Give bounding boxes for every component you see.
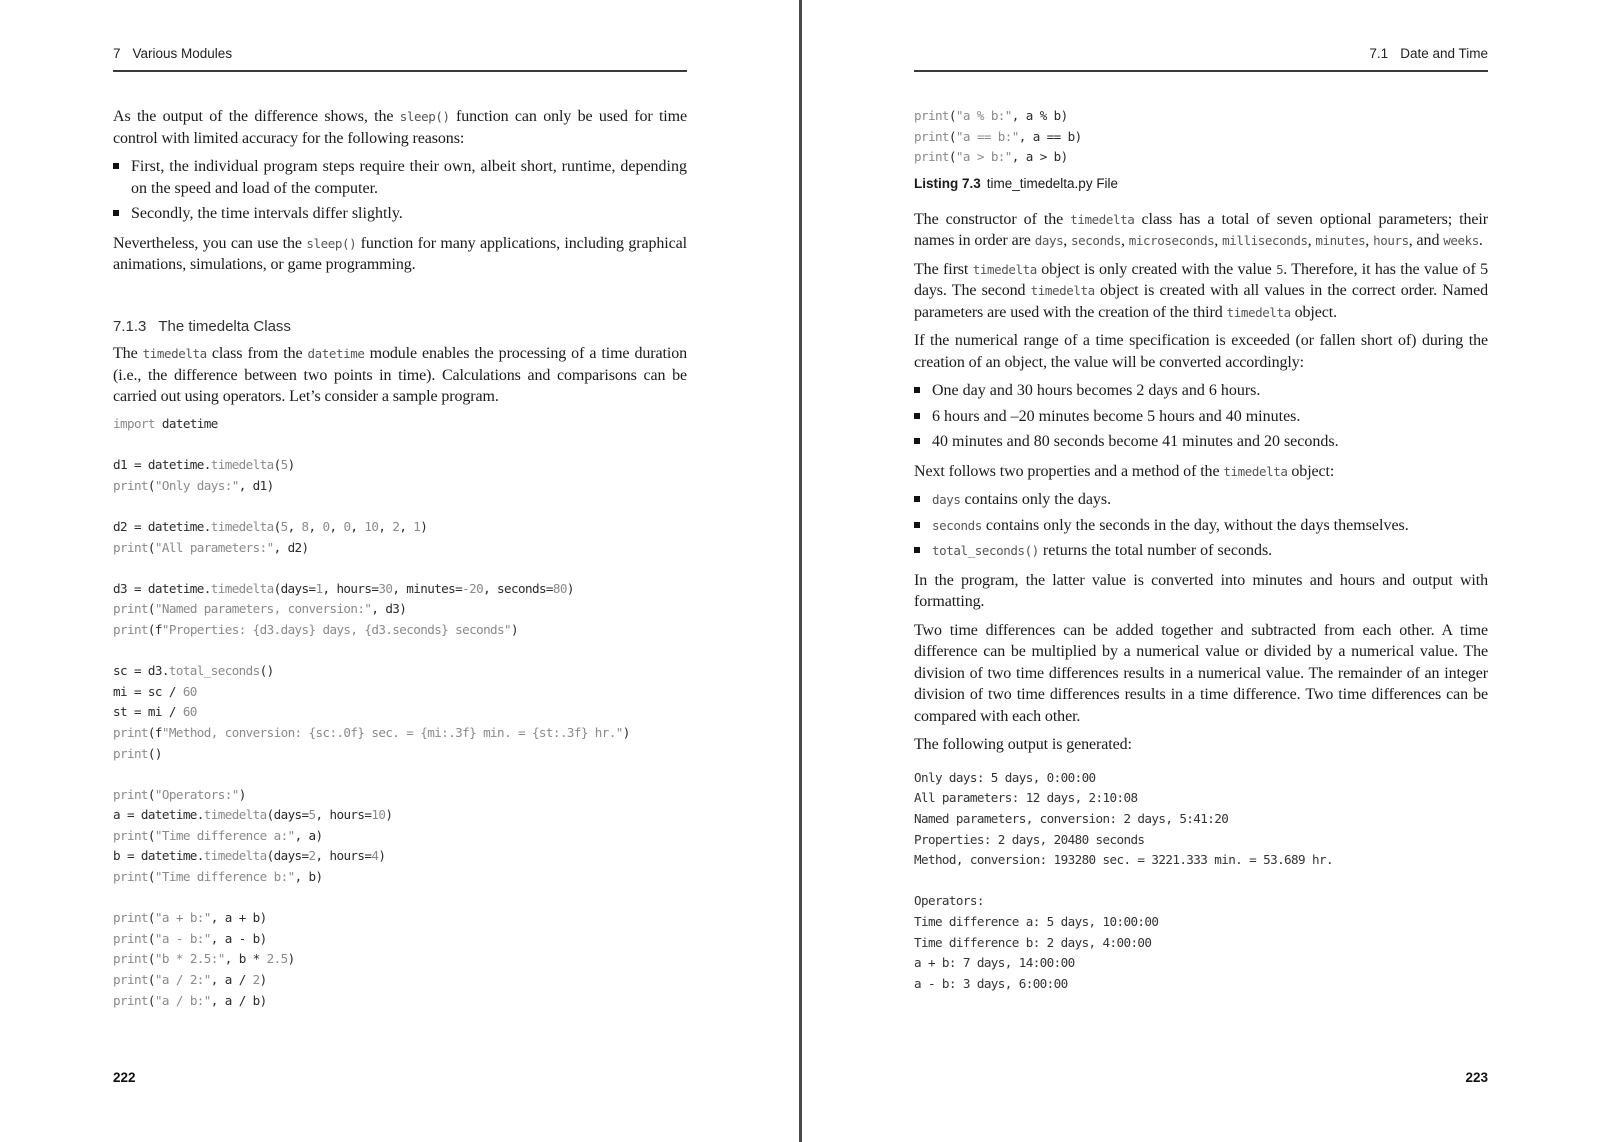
paragraph: The constructor of the timedelta class has a total of seven optional parameters; their names in order are days, seconds, microseconds, milliseconds, minutes, hours, and weeks. [914, 210, 1488, 250]
code-line: Named parameters, conversion: 2 days, 5:41:20 [914, 810, 1229, 826]
code-line: print("a == b:", a == b) [914, 128, 1082, 144]
code-line: Properties: 2 days, 20480 seconds [914, 831, 1145, 847]
code-listing-right [914, 106, 1488, 994]
list-item: First, the individual program steps require their own, albeit short, runtime, depending on the speed and load of the computer. [113, 156, 687, 199]
code-line: Only days: 5 days, 0:00:00 [914, 769, 1096, 785]
page-number: 222 [113, 1070, 136, 1085]
section-title: Date and Time [1400, 46, 1488, 61]
code-line: sc = d3.total_seconds() [113, 663, 274, 679]
code-line: mi = sc / 60 [113, 683, 197, 699]
list-item: 6 hours and –20 minutes become 5 hours and 40 minutes. [914, 406, 1488, 428]
paragraph: The first timedelta object is only created with the value 5. Therefore, it has the value of 5 days. The second timedelta object is created with all values in the correct order. Named parameters are used with the creation of the third timedelta object. [914, 260, 1488, 321]
inline-code: timedelta [1030, 283, 1095, 299]
code-line: st = mi / 60 [113, 704, 197, 720]
inline-code: sleep() [306, 235, 357, 251]
code-line: print("a % b:", a % b) [914, 108, 1068, 123]
code-line [113, 764, 687, 785]
paragraph: Two time differences can be added together and subtracted from each other. A time difference can be multiplied by a numerical value or divided by a numerical value. The division of two time differences results in a numerical value. The remainder of an integer division of two time differences results in a time difference. Two time differences can be compared with each other. [914, 621, 1488, 725]
list-item: One day and 30 hours becomes 2 days and 6 hours. [914, 380, 1488, 402]
bullet-square-icon [113, 210, 119, 216]
section-heading: 7.1.3 The timedelta Class [113, 318, 291, 335]
code-line: d2 = datetime.timedelta(5, 8, 0, 0, 10, 2, 1) [113, 518, 428, 534]
paragraph: As the output of the difference shows, the sleep() function can only be used for time control with limited accuracy for the following reasons: [113, 108, 687, 147]
code-line [113, 888, 687, 909]
code-line: print("a / 2:", a / 2) [113, 972, 267, 988]
inline-code-param: microseconds [1128, 233, 1215, 249]
inline-code-param: minutes [1315, 233, 1366, 249]
list-item: Secondly, the time intervals differ slightly. [113, 203, 687, 225]
code-line: print("a + b:", a + b) [113, 910, 267, 926]
code-line: print(f"Properties: {d3.days} days, {d3.seconds} seconds") [113, 621, 518, 637]
code-block [914, 106, 1488, 168]
code-line: print("Only days:", d1) [113, 477, 274, 493]
list-item: seconds contains only the seconds in the day, without the days themselves. [914, 515, 1488, 537]
bullet-list [914, 380, 1488, 453]
code-line [113, 641, 687, 662]
code-line: print() [113, 745, 162, 761]
bullet-square-icon [113, 163, 119, 169]
inline-code: timedelta [1070, 211, 1135, 227]
inline-code-param: days [1034, 233, 1064, 249]
program-output [914, 768, 1488, 995]
code-line: b = datetime.timedelta(days=2, hours=4) [113, 848, 386, 864]
code-line [914, 871, 1488, 892]
paragraph: If the numerical range of a time specification is exceeded (or fallen short of) during the creation of an object, the value will be converted accordingly: [914, 332, 1488, 371]
chapter-title: Various Modules [132, 46, 233, 61]
code-line: Time difference a: 5 days, 10:00:00 [914, 913, 1159, 929]
bullet-square-icon [914, 387, 920, 393]
code-line: print("All parameters:", d2) [113, 539, 309, 555]
bullet-square-icon [914, 496, 920, 502]
code-line: print("a > b:", a > b) [914, 149, 1068, 165]
bullet-square-icon [914, 522, 920, 528]
list-item: 40 minutes and 80 seconds become 41 minutes and 20 seconds. [914, 431, 1488, 453]
inline-code: timedelta [972, 261, 1037, 277]
bullet-list [113, 156, 687, 225]
code-line: import datetime [113, 416, 218, 431]
page-number: 223 [1465, 1070, 1488, 1085]
inline-code-param: weeks [1443, 233, 1479, 249]
code-line [113, 435, 687, 456]
code-line: Operators: [914, 893, 984, 909]
bullet-list [914, 489, 1488, 562]
code-line: a + b: 7 days, 14:00:00 [914, 955, 1075, 971]
inline-code: timedelta [1226, 304, 1291, 320]
inline-code: sleep() [399, 109, 450, 124]
code-line: print("a / b:", a / b) [113, 992, 267, 1008]
paragraph: The following output is generated: [914, 736, 1132, 754]
bullet-square-icon [914, 547, 920, 553]
paragraph: Nevertheless, you can use the sleep() function for many applications, including graphical animations, simulations, or game programming. [113, 234, 687, 273]
paragraph: The timedelta class from the datetime module enables the processing of a time duration (i.e., the difference between two points in time). Calculations and comparisons can be carried out using operators. Let’s consider a sample program. [113, 345, 688, 405]
code-line: print("Named parameters, conversion:", d3) [113, 601, 407, 617]
page-gutter-divider [799, 0, 802, 1142]
code-line: Time difference b: 2 days, 4:00:00 [914, 934, 1152, 950]
inline-code-param: hours [1373, 233, 1409, 249]
inline-code-param: milliseconds [1222, 233, 1308, 249]
inline-code: timedelta [1223, 463, 1288, 479]
running-head-right [914, 46, 1488, 72]
code-line: print("b * 2.5:", b * 2.5) [113, 951, 295, 967]
right-page [914, 0, 1488, 1142]
code-block [113, 414, 687, 1011]
code-line: Method, conversion: 193280 sec. = 3221.333 min. = 53.689 hr. [914, 852, 1333, 868]
code-line: print("Time difference b:", b) [113, 869, 323, 885]
list-item: days contains only the days. [914, 489, 1488, 511]
code-line [113, 496, 687, 517]
inline-code: datetime [307, 346, 365, 361]
running-head-left [113, 46, 687, 72]
paragraph: In the program, the latter value is converted into minutes and hours and output with formatting. [914, 571, 1488, 611]
left-page [113, 0, 687, 1142]
code-listing-left [113, 414, 687, 1011]
code-line: print(f"Method, conversion: {sc:.0f} sec. = {mi:.3f} min. = {st:.3f} hr.") [113, 724, 630, 740]
listing-caption: Listing 7.3 time_timedelta.py File [914, 175, 1119, 191]
section-number: 7.1 [1369, 46, 1389, 61]
chapter-number: 7 [113, 46, 121, 61]
list-item: total_seconds() returns the total number of seconds. [914, 540, 1488, 562]
code-line: print("a - b:", a - b) [113, 930, 267, 946]
code-line: print("Operators:") [113, 786, 246, 802]
code-line: All parameters: 12 days, 2:10:08 [914, 790, 1138, 806]
code-line [113, 558, 687, 579]
left-body [113, 106, 687, 283]
inline-code: timedelta [142, 346, 207, 361]
code-line: a = datetime.timedelta(days=5, hours=10) [113, 807, 393, 823]
code-line: d3 = datetime.timedelta(days=1, hours=30, minutes=-20, seconds=80) [113, 580, 574, 596]
paragraph: Next follows two properties and a method of the timedelta object: [914, 462, 1335, 480]
inline-code-param: seconds [1071, 233, 1121, 249]
section-7-1-3 [113, 318, 687, 415]
code-line: d1 = datetime.timedelta(5) [113, 457, 295, 473]
code-line: print("Time difference a:", a) [113, 827, 323, 843]
bullet-square-icon [914, 438, 920, 444]
bullet-square-icon [914, 413, 920, 419]
inline-code: 5 [1276, 261, 1284, 277]
code-line: a - b: 3 days, 6:00:00 [914, 975, 1068, 991]
